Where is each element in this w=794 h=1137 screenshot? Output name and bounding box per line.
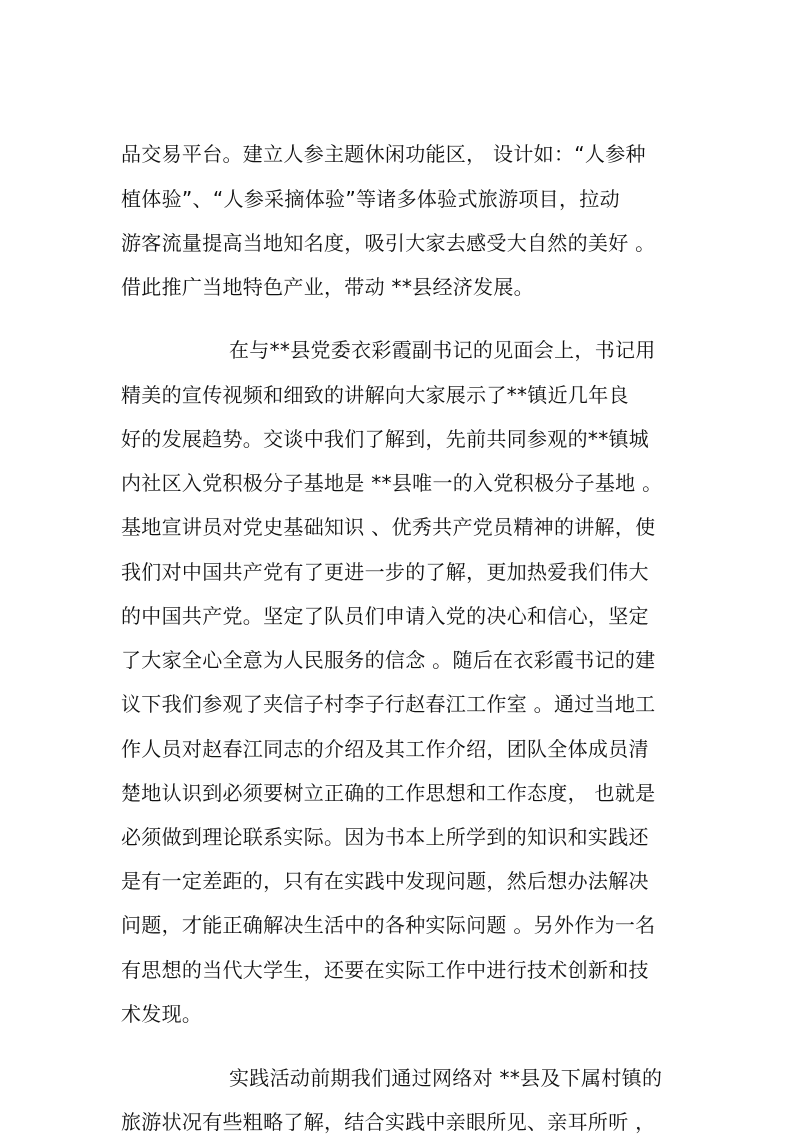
text-line: 术发现。 (121, 1002, 203, 1026)
text-line: 借此推广当地特色产业，带动 **县经济发展。 (121, 275, 534, 299)
text-line: 游客流量提高当地知名度，吸引大家去感受大自然的美好 。 (121, 231, 656, 255)
text-line: 有思想的当代大学生，还要在实际工作中进行技术创新和技 (121, 958, 649, 982)
text-line: 的中国共产党。坚定了队员们申请入党的决心和信心，坚定 (121, 604, 649, 628)
text-line: 内社区入党积极分子基地是 **县唯一的入党积极分子基地 。 (121, 471, 663, 495)
text-line: 是有一定差距的，只有在实践中发现问题，然后想办法解决 (121, 869, 649, 893)
text-line: 基地宣讲员对党史基础知识 、优秀共产党员精神的讲解，使 (121, 515, 656, 539)
text-line: 必须做到理论联系实际。因为书本上所学到的知识和实践还 (121, 825, 649, 849)
text-line: 植体验”、“人参采摘体验”等诸多体验式旅游项目，拉动 (121, 187, 620, 211)
text-line: 楚地认识到必须要树立正确的工作思想和工作态度， 也就是 (121, 781, 656, 805)
text-line: 作人员对赵春江同志的介绍及其工作介绍，团队全体成员清 (121, 737, 649, 761)
text-line: 议下我们参观了夹信子村李子行赵春江工作室 。通过当地工 (121, 692, 656, 716)
text-line: 精美的宣传视频和细致的讲解向大家展示了**镇近几年良 (121, 383, 629, 407)
paragraph-start-line: 实践活动前期我们通过网络对 **县及下属村镇的 (229, 1066, 663, 1090)
text-line: 品交易平台。建立人参主题休闲功能区， 设计如：“人参种 (121, 142, 646, 166)
text-line: 好的发展趋势。交谈中我们了解到，先前共同参观的**镇城 (121, 427, 650, 451)
text-line: 问题，才能正确解决生活中的各种实际问题 。另外作为一名 (121, 913, 656, 937)
text-line: 旅游状况有些粗略了解，结合实践中亲眼所见、亲耳所听 ， (121, 1110, 656, 1134)
text-line: 我们对中国共产党有了更进一步的了解，更加热爱我们伟大 (121, 560, 649, 584)
paragraph-start-line: 在与**县党委衣彩霞副书记的见面会上，书记用 (229, 338, 656, 362)
text-line: 了大家全心全意为人民服务的信念 。随后在衣彩霞书记的建 (121, 648, 656, 672)
